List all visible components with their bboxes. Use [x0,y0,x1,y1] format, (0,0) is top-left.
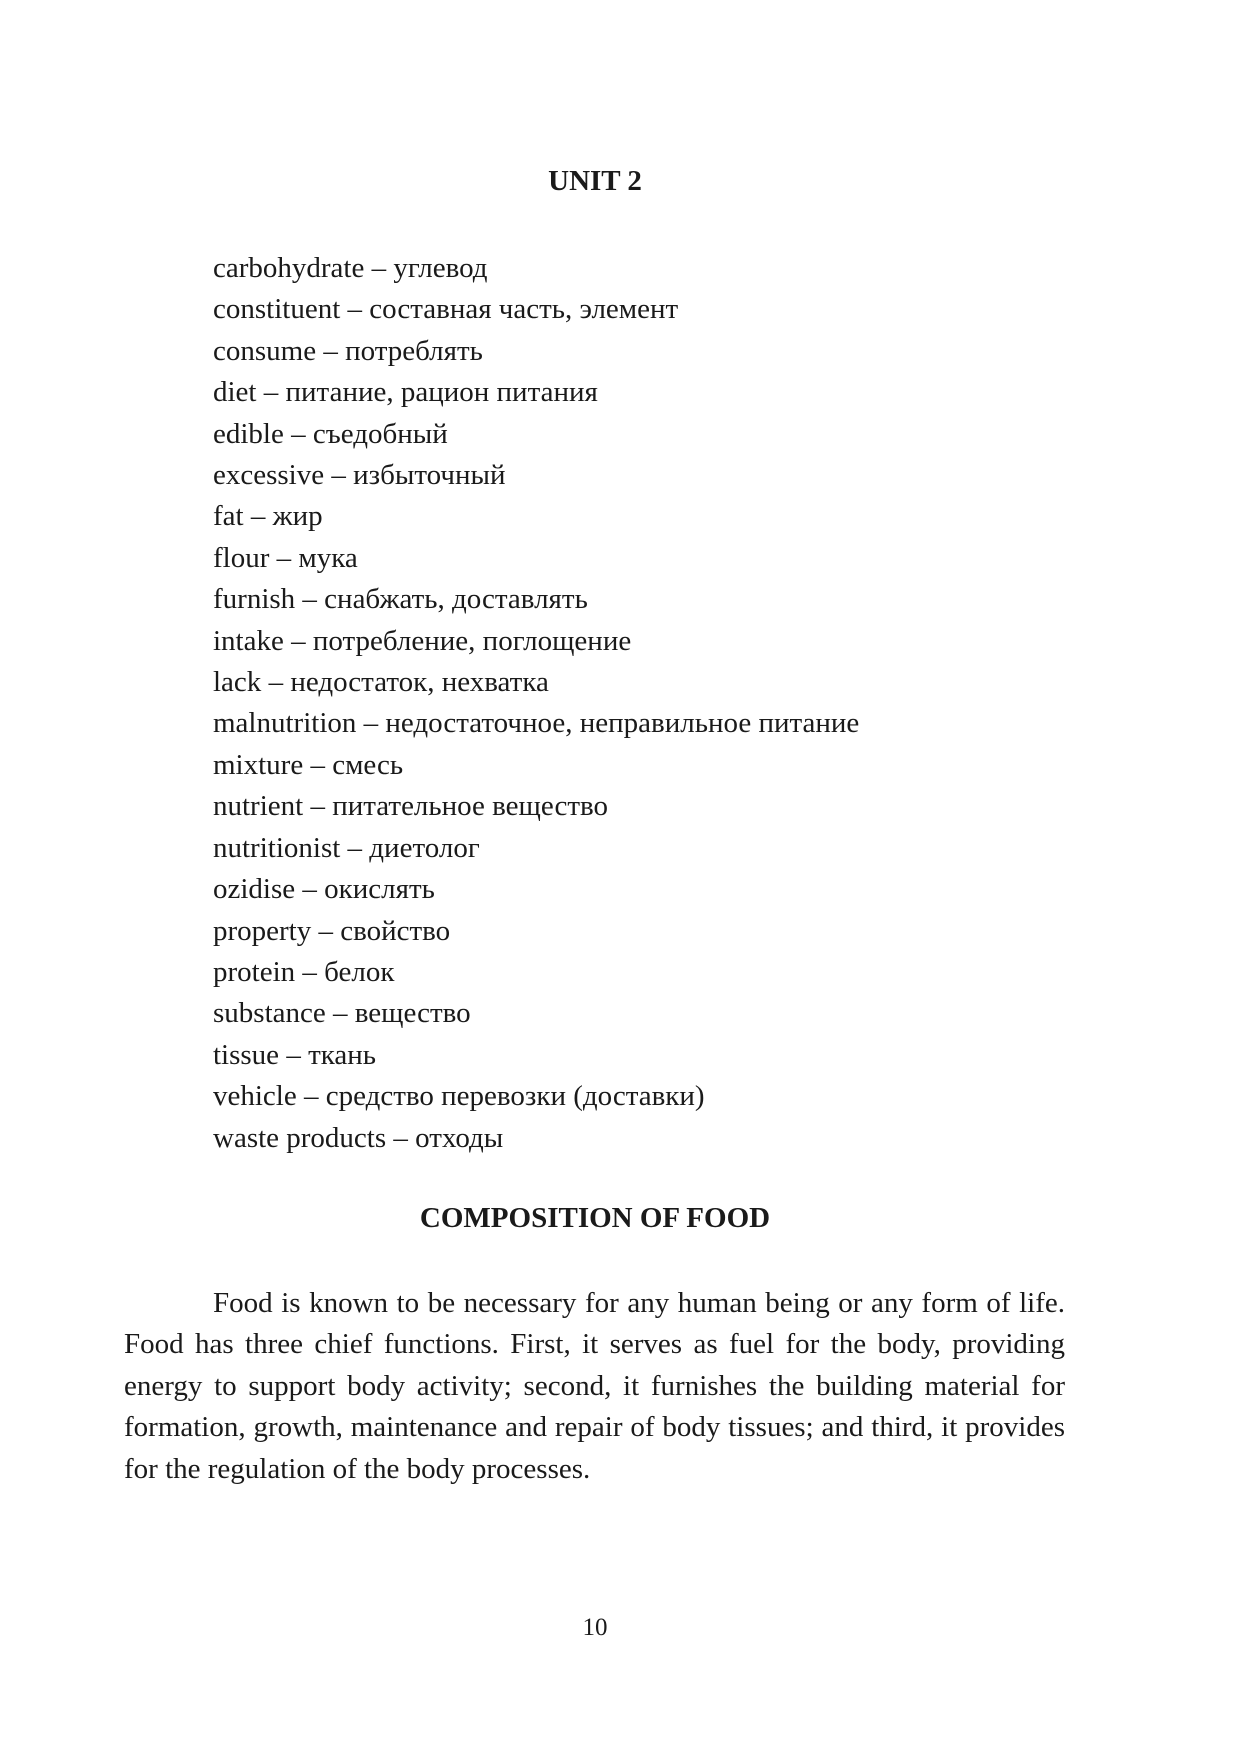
vocab-term: fat [213,500,244,533]
vocab-entry: vehicle – средство перевозки (доставки) [213,1080,705,1113]
vocab-term: ozidise [213,873,296,906]
vocab-entry: mixture – смесь [213,748,404,781]
vocab-term: constituent [213,293,341,326]
unit-title: UNIT 2 [548,165,642,197]
vocab-translation: окислять [324,873,435,906]
page-number: 10 [582,1614,608,1641]
vocab-translation: вещество [354,997,471,1030]
vocab-entry: lack – недостаток, нехватка [213,666,549,699]
vocab-term: consume [213,334,317,367]
vocab-entry: tissue – ткань [213,1038,377,1071]
vocab-term: vehicle [213,1080,297,1113]
body-paragraph: Food is known to be necessary for any human being or any form of life. Food has three chief functions. First, it serves as fuel for the body, providing energy to support body activity; second, it furnishes the building material for formation, growth, maintenance and repair of body tissues; and third, it provides for the regulation of the body processes. [124,1287,1065,1485]
vocab-translation: питание, рацион питания [285,376,598,409]
vocab-entry: carbohydrate – углевод [213,252,488,284]
vocab-translation: питательное вещество [332,790,608,823]
vocab-entry: excessive – избыточный [213,459,506,492]
vocab-entry: fat – жир [213,500,323,533]
vocab-entry: intake – потребление, поглощение [213,624,632,657]
vocab-entry: substance – вещество [213,997,471,1030]
vocab-translation: свойство [340,914,451,947]
vocab-entry: ozidise – окислять [213,873,435,906]
vocab-term: diet [213,376,257,409]
vocab-translation: съедобный [312,417,448,450]
vocab-translation: потребление, поглощение [312,624,632,657]
vocab-entry: edible – съедобный [213,417,448,450]
vocab-term: protein [213,955,296,988]
vocab-entry: consume – потреблять [213,334,483,367]
vocab-entry: waste products – отходы [213,1121,504,1154]
vocab-term: edible [213,417,284,450]
vocab-translation: недостаток, нехватка [290,666,549,699]
vocab-term: lack [213,666,262,699]
vocab-term: mixture [213,748,304,781]
vocab-translation: потреблять [345,334,483,367]
vocab-translation: жир [272,500,323,533]
vocab-entry: property – свойство [213,914,451,947]
vocab-entry: protein – белок [213,955,395,988]
vocab-translation: снабжать, доставлять [324,583,588,616]
vocab-term: substance [213,997,326,1030]
vocab-translation: средство перевозки (доставки) [325,1080,705,1113]
vocab-term: nutritionist [213,831,341,864]
vocab-entry: flour – мука [213,541,358,574]
vocab-translation: избыточный [353,459,506,492]
vocab-entry: diet – питание, рацион питания [213,376,598,409]
vocab-entry: nutrient – питательное вещество [213,790,608,823]
vocab-translation: ткань [308,1038,377,1071]
vocab-entry: malnutrition – недостаточное, неправильное питание [213,707,860,740]
vocab-translation: мука [298,541,358,574]
vocab-term: malnutrition [213,707,357,740]
vocab-entry: furnish – снабжать, доставлять [213,583,588,616]
vocab-entry: constituent – составная часть, элемент [213,293,679,326]
vocab-term: waste products [213,1121,387,1154]
vocab-term: nutrient [213,790,304,823]
vocab-translation: составная часть, элемент [369,293,679,326]
vocab-term: intake [213,624,284,657]
vocab-term: excessive [213,459,325,492]
vocabulary-list [213,248,859,1159]
vocab-translation: углевод [393,252,488,284]
vocab-term: flour [213,541,270,574]
vocab-term: furnish [213,583,296,616]
vocab-translation: недостаточное, неправильное питание [385,707,860,740]
vocab-term: tissue [213,1038,280,1071]
vocab-term: property [213,914,312,947]
vocab-translation: отходы [415,1121,504,1154]
vocab-translation: диетолог [369,831,480,864]
section-title: COMPOSITION OF FOOD [419,1202,771,1234]
vocab-term: carbohydrate [213,252,365,284]
vocab-translation: белок [324,955,395,988]
vocab-translation: смесь [332,748,404,781]
vocab-entry: nutritionist – диетолог [213,831,480,864]
